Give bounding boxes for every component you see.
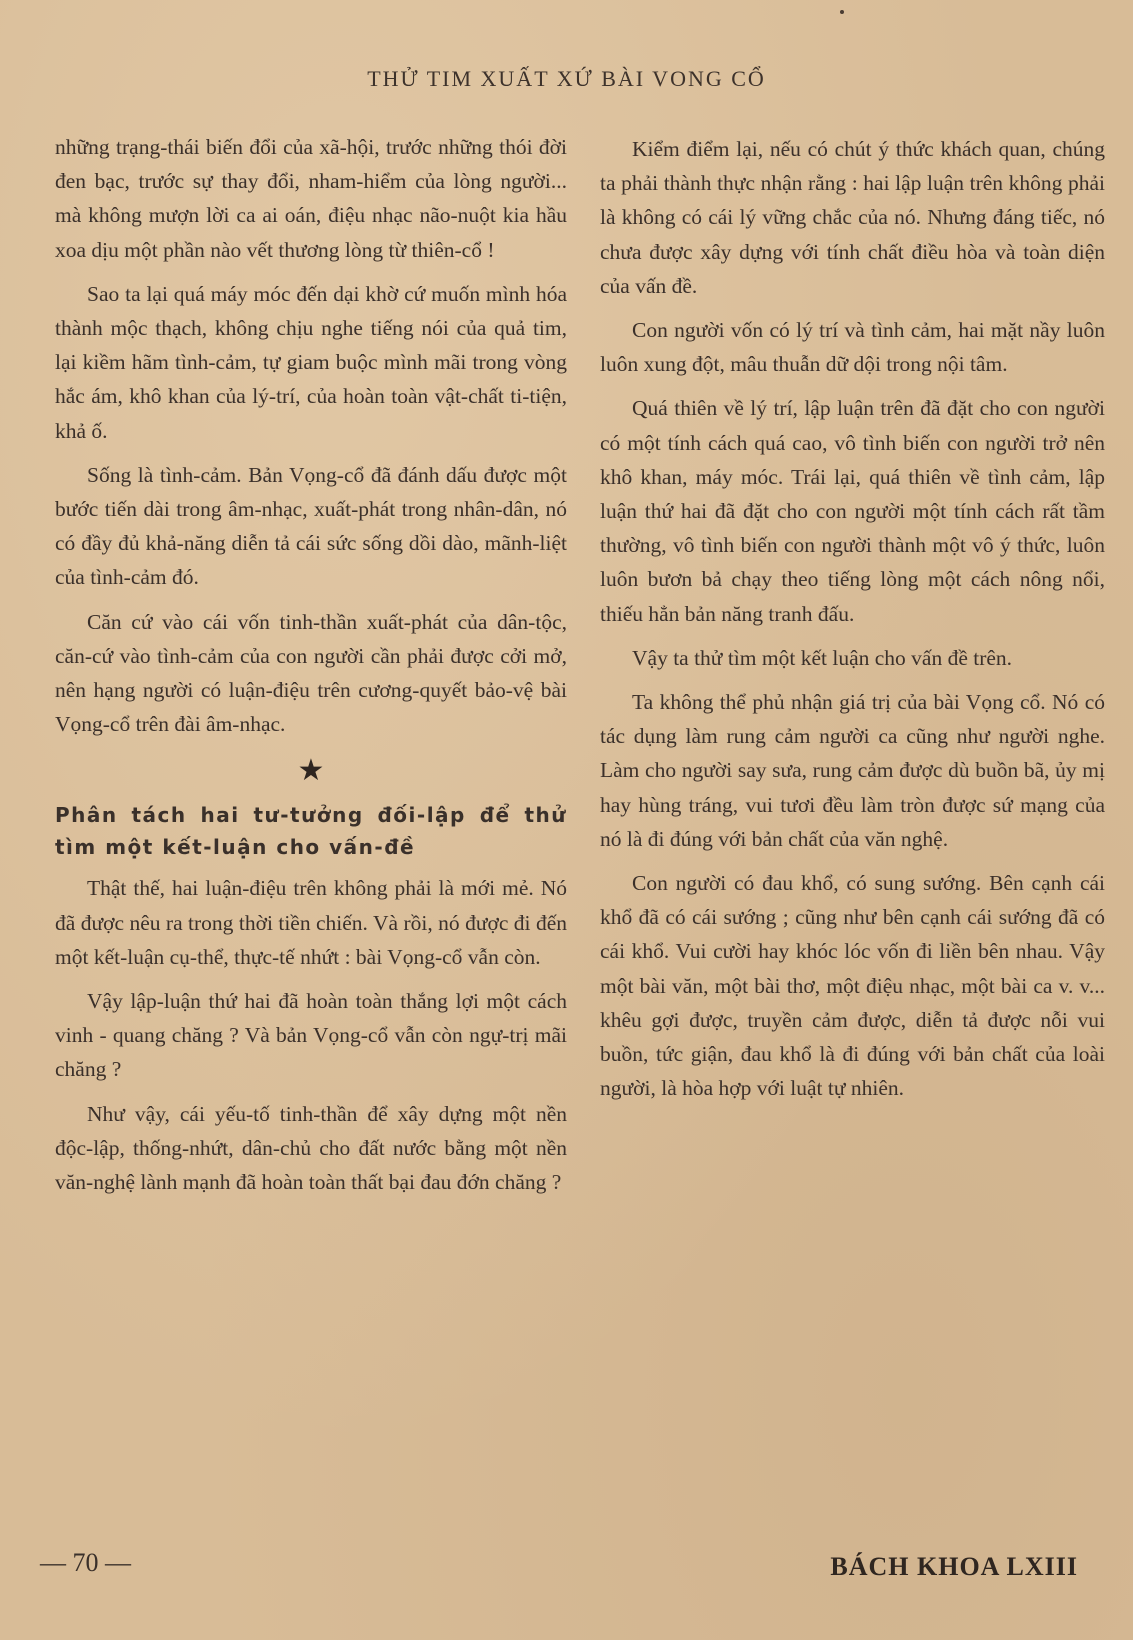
paragraph: Căn cứ vào cái vốn tinh-thần xuất-phát của dân-tộc, căn-cứ vào tình-cảm của con người cần phải được cởi mở, nên hạng người có luận-điệu trên cương-quyết bảo-vệ bài Vọng-cổ trên đài âm-nhạc. <box>55 609 567 737</box>
ink-dot <box>840 10 844 14</box>
section-heading: Phân tách hai tư-tưởng đối-lập để thử tìm một kết-luận cho vấn-đề <box>55 803 567 860</box>
paragraph: Con người có đau khổ, có sung sướng. Bên cạnh cái khổ đã có cái sướng ; cũng như bên cạnh cái sướng đã có cái khổ. Vui cười hay khóc lóc vốn đi liền bên nhau. Vậy một bài văn, một bài thơ, một điệu nhạc, một bài ca v. v... khêu gợi được, truyền cảm được, diễn tả được nỗi vui buồn, tức giận, đau khổ là đi đúng với bản chất của loài người, là hòa hợp với luật tự nhiên. <box>600 871 1105 1101</box>
left-column <box>55 130 567 1209</box>
running-title: THỬ TIM XUẤT XỨ BÀI VONG CỔ <box>367 66 766 91</box>
paragraph: Sống là tình-cảm. Bản Vọng-cổ đã đánh dấu được một bước tiến dài trong âm-nhạc, xuất-phát trong nhân-dân, nó có đầy đủ khả-năng diễn tả cái sức sống dồi dào, mãnh-liệt của tình-cảm đó. <box>55 462 567 590</box>
paragraph: Sao ta lại quá máy móc đến dại khờ cứ muốn mình hóa thành mộc thạch, không chịu nghe tiếng nói của quả tim, lại kiềm hãm tình-cảm, tự giam buộc mình mãi trong vòng hắc ám, khô khan của lý-trí, của hoàn toàn vật-chất ti-tiện, khả ố. <box>55 281 567 443</box>
paragraph: Vậy ta thử tìm một kết luận cho vấn đề trên. <box>632 645 1013 670</box>
paragraph: Như vậy, cái yếu-tố tinh-thần để xây dựng một nền độc-lập, thống-nhứt, dân-chủ cho đất nước bằng một nền văn-nghệ lành mạnh đã hoàn toàn thất bại đau đớn chăng ? <box>55 1101 567 1195</box>
page-number: — 70 — <box>40 1548 131 1577</box>
paragraph: Ta không thể phủ nhận giá trị của bài Vọng cổ. Nó có tác dụng làm rung cảm người ca cũng như người nghe. Làm cho người say sưa, rung cảm được dù buồn bã, ủy mị hay hùng tráng, vui tươi đều làm tròn được sứ mạng của nó là đi đúng với bản chất của văn nghệ. <box>600 690 1105 851</box>
paragraph: Vậy lập-luận thứ hai đã hoàn toàn thắng lợi một cách vinh - quang chăng ? Và bản Vọng-cổ vẫn còn ngự-trị mãi chăng ? <box>55 989 567 1082</box>
paragraph: Con người vốn có lý trí và tình cảm, hai mặt nầy luôn luôn xung đột, mâu thuẫn dữ dội trong nội tâm. <box>600 318 1105 377</box>
paragraph: Thật thế, hai luận-điệu trên không phải là mới mẻ. Nó đã được nêu ra trong thời tiền chiến. Và rồi, nó được đi đến một kết-luận cụ-thể, thực-tế nhứt : bài Vọng-cổ vẫn còn. <box>55 876 567 969</box>
publication-footer: BÁCH KHOA LXIII <box>830 1552 1078 1581</box>
paragraph: những trạng-thái biến đổi của xã-hội, trước những thói đời đen bạc, trước sự thay đổi, nham-hiểm của lòng người... mà không mượn lời ca ai oán, điệu nhạc não-nuột kia hầu xoa dịu một phần nào vết thương lòng từ thiên-cổ ! <box>55 135 567 262</box>
paragraph: Kiểm điểm lại, nếu có chút ý thức khách quan, chúng ta phải thành thực nhận rằng : hai lập luận trên không phải là không có cái lý vững chắc của nó. Nhưng đáng tiếc, nó chưa được xây dựng với tính chất điều hòa và toàn diện của vấn đề. <box>600 137 1105 298</box>
right-column <box>600 132 1105 1115</box>
paragraph: Quá thiên về lý trí, lập luận trên đã đặt cho con người có một tính cách quá cao, vô tình biến con người trở nên khô khan, máy móc. Trái lại, quá thiên về tình cảm, lập luận thứ hai đã đặt cho con người một tính cách rất tầm thường, vô tình biến con người thành một vô ý thức, luôn luôn bươn bả chạy theo tiếng lòng một cách nông nổi, thiếu hẳn bản năng tranh đấu. <box>600 396 1105 626</box>
star-divider: ★ <box>297 754 325 788</box>
